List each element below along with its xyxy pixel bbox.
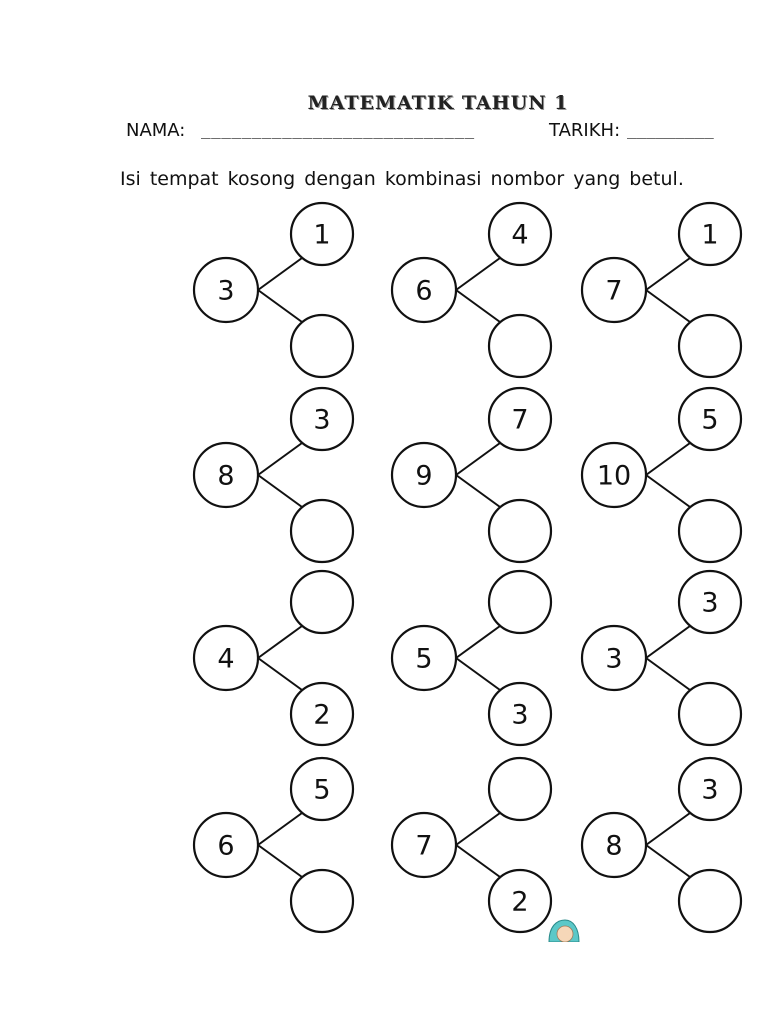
bond-2-whole-number: 6	[415, 275, 433, 307]
bond-9-top-part-number: 3	[701, 587, 719, 619]
bond-12-bottom-part-circle[interactable]	[679, 870, 741, 932]
bond-7-branch-bottom	[258, 658, 302, 690]
bond-5-branch-top	[456, 443, 500, 475]
bond-6-bottom-part-circle[interactable]	[679, 500, 741, 562]
bond-5-branch-bottom	[456, 475, 500, 507]
bond-8-branch-top	[456, 626, 500, 658]
bond-8-whole-number: 5	[415, 643, 433, 675]
bond-7-top-part-circle[interactable]	[291, 571, 353, 633]
bond-1-bottom-part-circle[interactable]	[291, 315, 353, 377]
bond-10-branch-bottom	[258, 845, 302, 877]
bond-2-bottom-part-circle[interactable]	[489, 315, 551, 377]
bond-7-bottom-part-number: 2	[313, 699, 331, 731]
bond-5-bottom-part-circle[interactable]	[489, 500, 551, 562]
bond-6-branch-top	[646, 443, 690, 475]
bond-1-whole-number: 3	[217, 275, 235, 307]
bond-2-top-part-number: 4	[511, 219, 529, 251]
bond-8-bottom-part-number: 3	[511, 699, 529, 731]
bond-12-branch-bottom	[646, 845, 690, 877]
bond-12-whole-number: 8	[605, 830, 623, 862]
bond-3-whole-number: 7	[605, 275, 623, 307]
bond-8-branch-bottom	[456, 658, 500, 690]
bond-1-branch-bottom	[258, 290, 302, 322]
bond-11-bottom-part-number: 2	[511, 886, 529, 918]
bond-4-branch-top	[258, 443, 302, 475]
bond-4-bottom-part-circle[interactable]	[291, 500, 353, 562]
bond-9-whole-number: 3	[605, 643, 623, 675]
date-label: TARIKH:	[549, 120, 621, 141]
worksheet-title: MATEMATIK TAHUN 1	[307, 92, 569, 114]
bond-3-top-part-number: 1	[701, 219, 719, 251]
name-blank[interactable]: ___________________________	[201, 120, 475, 139]
bond-7-branch-top	[258, 626, 302, 658]
bond-10-branch-top	[258, 813, 302, 845]
bond-6-top-part-number: 5	[701, 404, 719, 436]
bond-8-top-part-circle[interactable]	[489, 571, 551, 633]
bond-11-whole-number: 7	[415, 830, 433, 862]
bond-3-branch-top	[646, 258, 690, 290]
bond-9-bottom-part-circle[interactable]	[679, 683, 741, 745]
instruction-text: Isi tempat kosong dengan kombinasi nombor yang betul.	[120, 168, 684, 190]
bond-10-whole-number: 6	[217, 830, 235, 862]
bond-12-branch-top	[646, 813, 690, 845]
bond-6-whole-number: 10	[596, 460, 632, 492]
bond-4-branch-bottom	[258, 475, 302, 507]
bond-11-top-part-circle[interactable]	[489, 758, 551, 820]
bond-1-branch-top	[258, 258, 302, 290]
bond-9-branch-top	[646, 626, 690, 658]
bond-2-branch-bottom	[456, 290, 500, 322]
bond-3-bottom-part-circle[interactable]	[679, 315, 741, 377]
child-illustration-icon	[545, 918, 581, 942]
bond-11-branch-top	[456, 813, 500, 845]
bond-4-top-part-number: 3	[313, 404, 331, 436]
bond-11-branch-bottom	[456, 845, 500, 877]
bond-12-top-part-number: 3	[701, 774, 719, 806]
bond-5-whole-number: 9	[415, 460, 433, 492]
bond-7-whole-number: 4	[217, 643, 235, 675]
bond-10-top-part-number: 5	[313, 774, 331, 806]
date-blank[interactable]: _________	[627, 120, 714, 139]
bond-3-branch-bottom	[646, 290, 690, 322]
bond-9-branch-bottom	[646, 658, 690, 690]
bond-5-top-part-number: 7	[511, 404, 529, 436]
bond-2-branch-top	[456, 258, 500, 290]
bond-10-bottom-part-circle[interactable]	[291, 870, 353, 932]
bond-4-whole-number: 8	[217, 460, 235, 492]
name-label: NAMA:	[126, 120, 186, 141]
bond-1-top-part-number: 1	[313, 219, 331, 251]
bond-6-branch-bottom	[646, 475, 690, 507]
